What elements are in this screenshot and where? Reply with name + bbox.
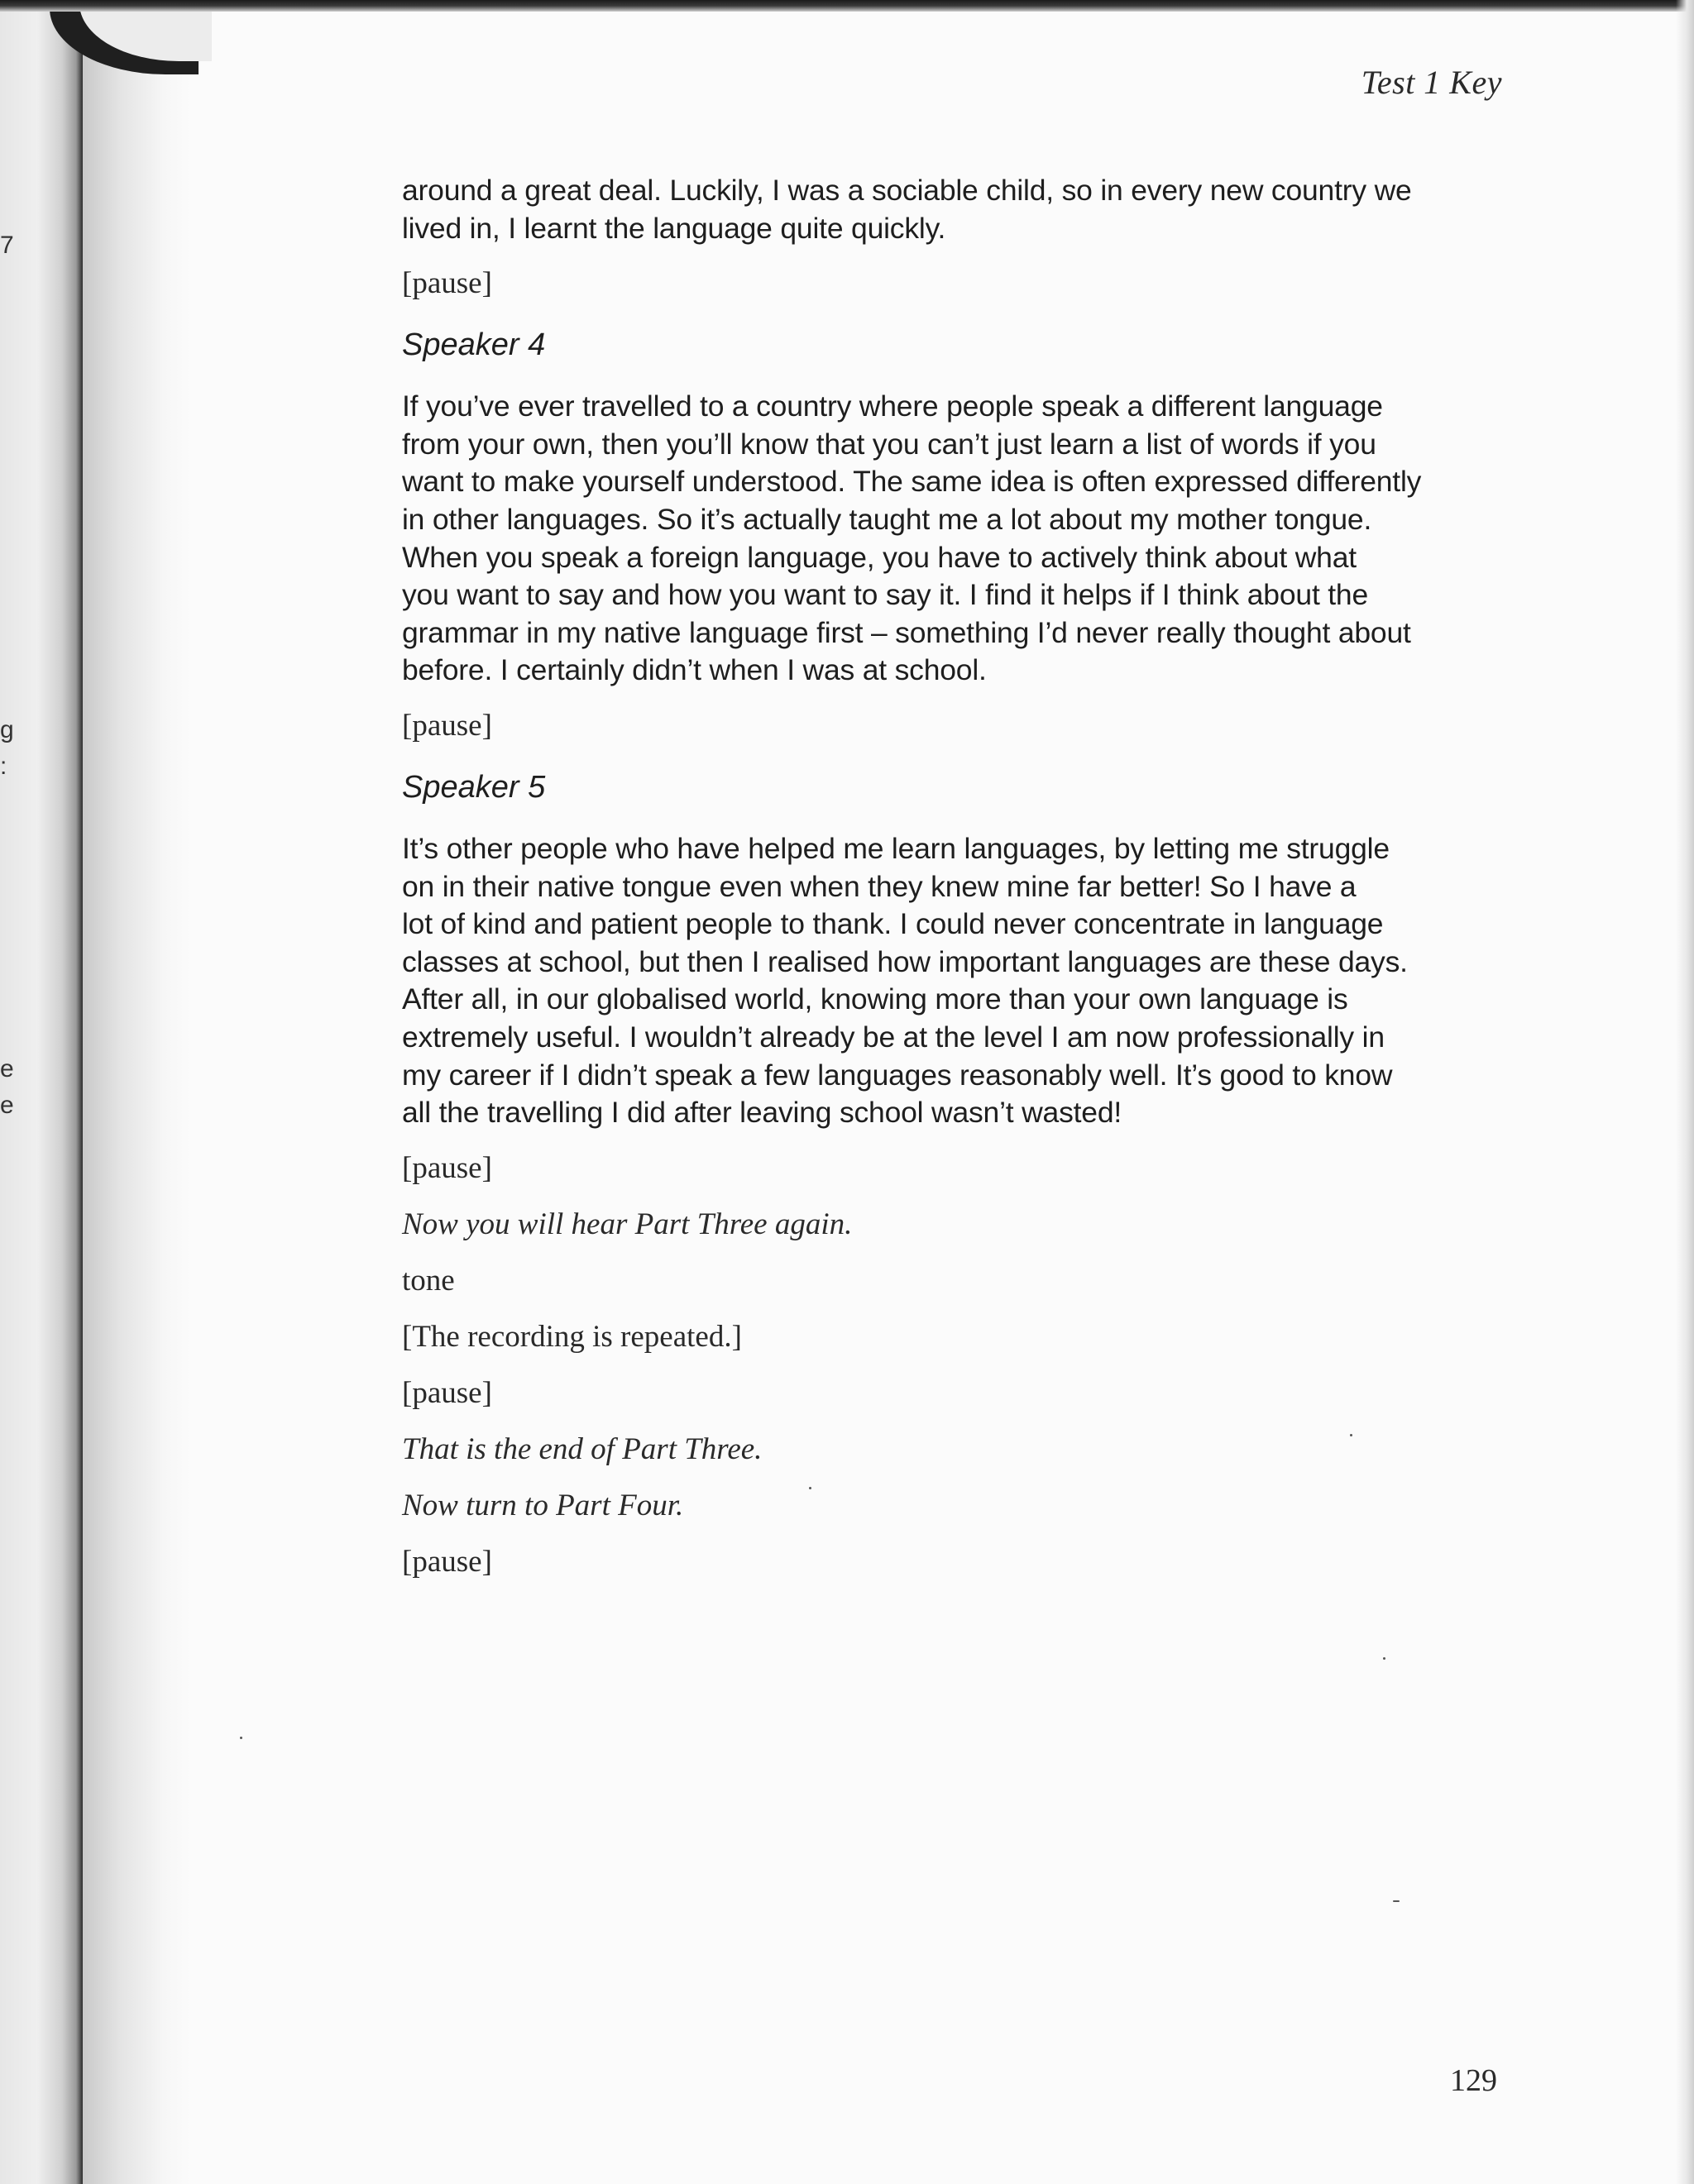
facing-page-fragments [0,0,17,2184]
instruction-end-part: That is the end of Part Three. [402,1431,763,1466]
page-right-edge [1676,0,1694,2184]
text-line: When you speak a foreign language, you have to actively think about what [402,540,1357,574]
pause-marker: [pause] [402,1150,492,1185]
recording-repeated-note: [The recording is repeated.] [402,1319,742,1354]
text-line: grammar in my native language first – something I’d never really thought about [402,615,1411,649]
facing-page-fragment: : [0,753,7,780]
page-number: 129 [1450,2063,1497,2098]
scan-speck [809,1487,811,1489]
scan-top-edge [0,0,1694,12]
text-line: After all, in our globalised world, knowing more than your own language is [402,982,1348,1016]
scan-speck [1393,1900,1400,1902]
page-body [402,172,1527,1580]
text-line: on in their native tongue even when they knew mine far better! So I have a [402,869,1357,903]
instruction-turn-to: Now turn to Part Four. [402,1488,684,1522]
text-line: before. I certainly didn’t when I was at school. [402,653,987,687]
pause-marker: [pause] [402,708,492,743]
speaker-4-heading: Speaker 4 [402,327,546,363]
running-head: Test 1 Key [1361,64,1502,101]
facing-page-fragment: e [0,1055,14,1082]
text-line: want to make yourself understood. The same idea is often expressed differently [402,465,1422,499]
pause-marker: [pause] [402,1544,492,1579]
facing-page-fragment: e [0,1092,14,1119]
text-line: extremely useful. I wouldn’t already be at the level I am now professionally in [402,1020,1385,1054]
text-line: my career if I didn’t speak a few languages reasonably well. It’s good to know [402,1058,1393,1092]
text-line: you want to say and how you want to say it. I find it helps if I think about the [402,578,1369,612]
pause-marker: [pause] [402,1375,492,1410]
text-line: all the travelling I did after leaving school wasn’t wasted! [402,1096,1122,1130]
scan-speck [1383,1657,1385,1660]
speaker-5-paragraph [402,830,1527,1132]
facing-page-fragment: g [0,716,14,743]
text-line: lived in, I learnt the language quite quickly. [402,211,946,245]
scan-speck [1350,1434,1352,1436]
text-line: If you’ve ever travelled to a country where people speak a different language [402,389,1383,423]
opening-paragraph [402,172,1527,247]
text-line: around a great deal. Luckily, I was a sociable child, so in every new country we [402,174,1412,207]
text-line: classes at school, but then I realised how important languages are these days. [402,944,1408,978]
speaker-5-heading: Speaker 5 [402,769,546,805]
speaker-4-paragraph [402,388,1527,690]
text-line: It’s other people who have helped me learn languages, by letting me struggle [402,831,1390,865]
gutter-shadow [83,0,190,2184]
facing-page-fragment: 7 [0,232,14,259]
instruction-hear-again: Now you will hear Part Three again. [402,1207,853,1241]
text-line: from your own, then you’ll know that you can’t just learn a list of words if you [402,427,1376,461]
text-line: lot of kind and patient people to thank. I could never concentrate in language [402,907,1384,941]
pause-marker: [pause] [402,266,492,301]
text-line: in other languages. So it’s actually taught me a lot about my mother tongue. [402,502,1372,536]
tone-marker: tone [402,1263,455,1297]
scan-speck [240,1737,242,1739]
